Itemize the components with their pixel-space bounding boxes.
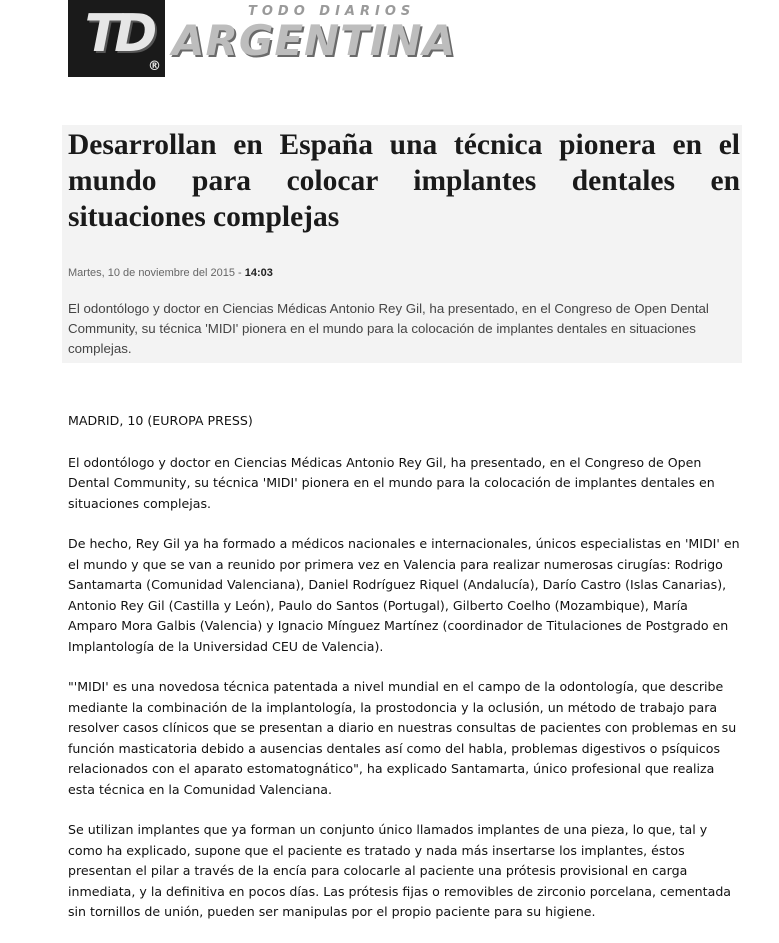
site-logo[interactable] [68,0,457,80]
article-paragraph: El odontólogo y doctor en Ciencias Médicas Antonio Rey Gil, ha presentado, en el Congreso de Open Dental Community, su técnica 'MIDI' pionera en el mundo para la colocación de implantes dentales en situaciones complejas. [68,454,715,511]
article-summary: El odontólogo y doctor en Ciencias Médicas Antonio Rey Gil, ha presentado, en el Congreso de Open Dental Community, su técnica 'MIDI' pionera en el mundo para la colocación de implantes dentales en situaciones complejas. [68,301,709,356]
article-time: 14:03 [244,267,273,279]
article-date-line [68,267,273,279]
logo-name: ARGENTINA [172,16,457,65]
logo-mark [68,0,165,77]
logo-mark-letters: TD [84,4,152,64]
article-paragraph: De hecho, Rey Gil ya ha formado a médicos nacionales e internacionales, únicos especialistas en 'MIDI' en el mundo y que se van a reunido por primera vez en Valencia para realizar numerosas cirugías: Rodrigo Santamarta (Comunidad Valenciana), Daniel Rodríguez Riquel (Andalucía), Darío Castro (Islas Canarias), Antonio Rey Gil (Castilla y León), Paulo do Santos (Portugal), Gilberto Coelho (Mozambique), María Amparo Mora Galbis (Valencia) y Ignacio Mínguez Martínez (coordinador de Titulaciones de Postgrado en Implantología de la Universidad CEU de Valencia). [68,536,740,654]
date-separator: - [234,267,245,279]
article-date: Martes, 10 de noviembre del 2015 [68,267,235,279]
article-paragraph: Se utilizan implantes que ya forman un conjunto único llamados implantes de una pieza, lo que, tal y como ha explicado, supone que el paciente es tratado y nada más insertarse los implantes, éstos presentan el pilar a través de la encía para colocarle al paciente una prótesis provisional en carga inmediata, y la definitiva en pocos días. Las prótesis fijas o removibles de zirconio porcelana, cementada sin tornillos de unión, pueden ser manipulas por el propio paciente para su higiene. [68,822,732,919]
article-dateline: MADRID, 10 (EUROPA PRESS) [68,413,253,428]
registered-symbol: ® [148,59,161,74]
article-paragraph: "'MIDI' es una novedosa técnica patentada a nivel mundial en el campo de la odontología, que describe mediante la combinación de la implantología, la prostodoncia y la oclusión, un método de trabajo para resolver casos clínicos que se presentan a diario en nuestras consultas de pacientes con problemas en su función masticatoria debido a ausencias dentales así como del habla, problemas digestivos o psíquicos relacionados con el aparato estomatognático", ha explicado Santamarta, único profesional que realiza esta técnica en la Comunidad Valenciana. [68,679,737,797]
logo-tagline: TODO DIARIOS [248,4,416,19]
article-body [68,411,740,943]
article-title: Desarrollan en España una técnica pionera en el mundo para colocar implantes dentales en situaciones complejas [68,129,740,233]
